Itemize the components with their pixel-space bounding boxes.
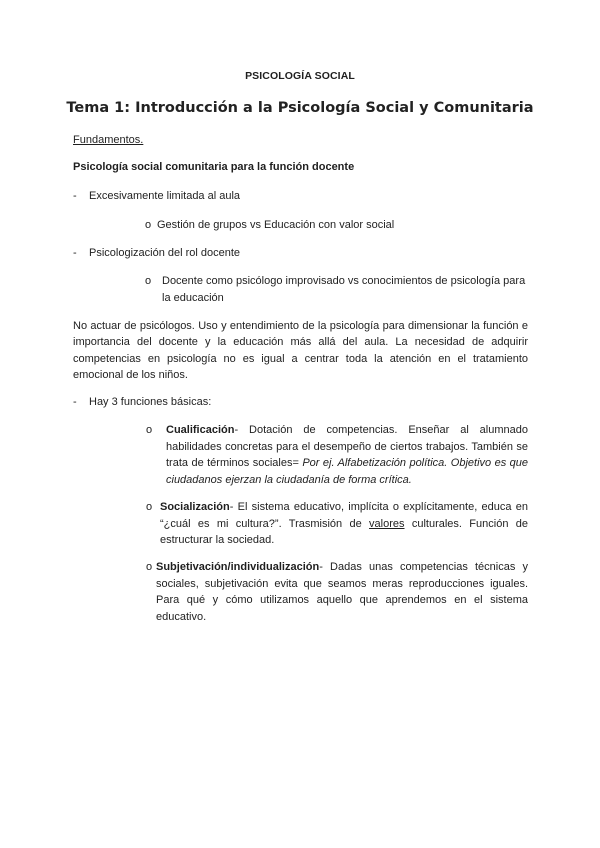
circle-bullet: o [146,561,153,573]
subheading: Psicología social comunitaria para la función docente [73,161,355,173]
circle-bullet: o [145,275,152,287]
functions-intro: Hay 3 funciones básicas: [89,396,212,408]
dash-bullet: - [73,190,77,202]
sub-list-item [145,273,529,306]
dash-bullet: - [73,247,77,259]
list-item [73,247,240,259]
function-description: - Dotación de competencias. Enseñar al alumnado habilidades concretas para el desempeño de ciertos trabajos. También se trata de términos sociales= [166,424,528,469]
function-term: Cualificación [166,424,235,436]
list-item [73,396,211,408]
sub-item-text: Gestión de grupos vs Educación con valor social [157,219,395,231]
function-item-subjetivacion [146,559,528,625]
function-description-end: culturales. Función de estructurar la sociedad. [160,517,529,546]
body-paragraph: No actuar de psicólogos. Uso y entendimiento de la psicología para dimensionar la función e importancia del docente y la educación más allá del aula. La necesidad de adquirir competencias en psicología no es igual a centrar toda la atención en el tratamiento emocional de los niños. [73,320,528,382]
function-text [156,559,528,625]
function-description: - El sistema educativo, implícita o explícitamente, educa en “¿cuál es mi cultura?”. Trasmisión de [160,501,528,530]
function-item-socializacion [146,499,528,549]
sub-item-text: Docente como psicólogo improvisado vs conocimientos de psicología para la educación [162,275,526,304]
document-title: PSICOLOGÍA SOCIAL [245,70,355,82]
function-term: Socialización [160,501,230,513]
function-text [166,422,528,488]
function-description: - Dadas unas competencias técnicas y sociales, subjetivación evita que seamos meras reproducciones iguales. Para qué y cómo utilizamos aquello que aprendemos en el sistema educativo. [156,561,528,623]
sub-list-item [145,217,394,234]
page-heading: Tema 1: Introducción a la Psicología Social y Comunitaria [66,100,534,116]
circle-bullet: o [146,501,153,513]
list-item-text: Excesivamente limitada al aula [89,190,241,202]
underlined-word: valores [369,517,405,530]
list-item [73,190,240,202]
dash-bullet: - [73,396,77,408]
circle-bullet: o [146,424,153,436]
section-title: Fundamentos. [73,134,144,146]
function-text [160,499,528,549]
function-item-cualificacion [146,422,528,488]
circle-bullet: o [145,219,152,231]
function-example: Por ej. Alfabetización política. Objetivo es que ciudadanos ejerzan la ciudadanía de forma crítica. [166,457,528,486]
function-term: Subjetivación/individualización [156,561,320,573]
list-item-text: Psicologización del rol docente [89,247,241,259]
